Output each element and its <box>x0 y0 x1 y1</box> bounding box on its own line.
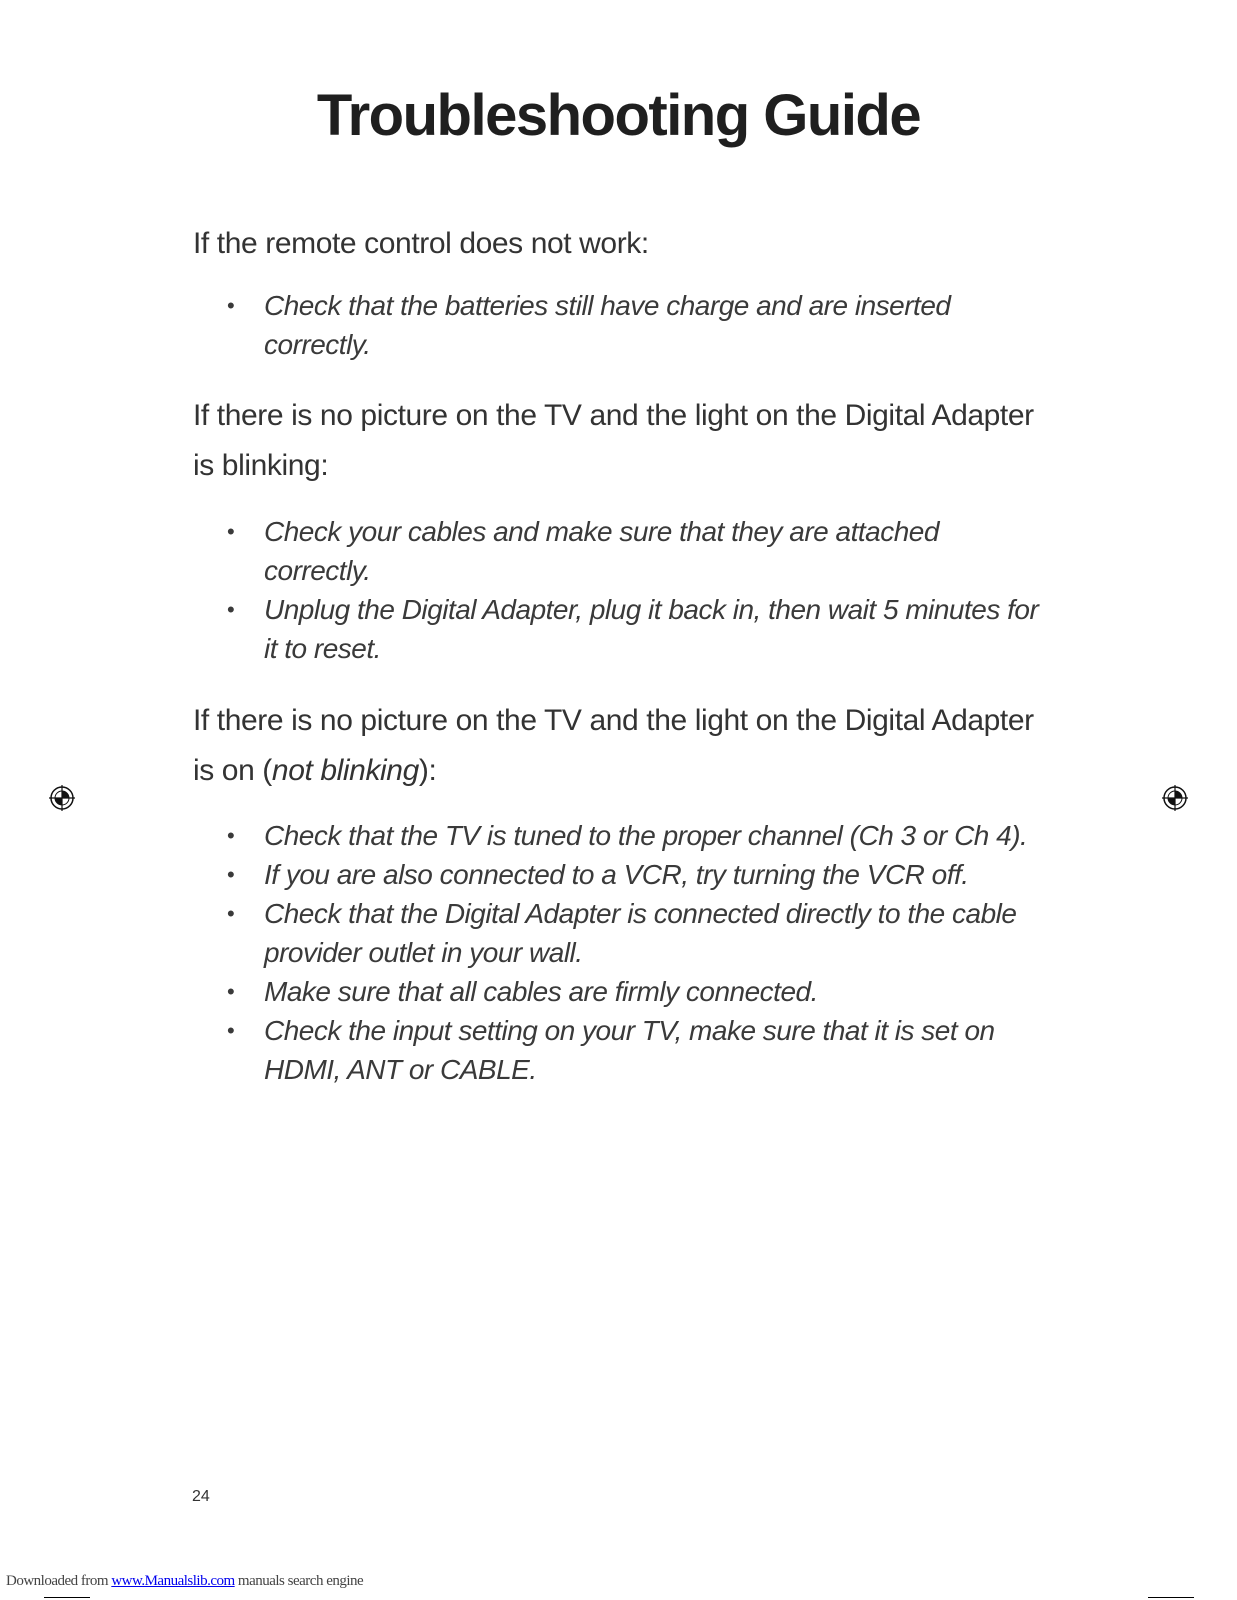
footer-suffix: manuals search engine <box>234 1573 364 1589</box>
list-item-text: Check that the TV is tuned to the proper channel (Ch 3 or Ch 4). <box>264 820 1028 851</box>
list-item <box>221 1011 1041 1089</box>
heading-text-before: If there is no picture on the TV and the light on the Digital Adapter is on ( <box>193 704 1034 787</box>
list-item <box>221 816 1041 855</box>
bullet-icon: • <box>227 597 235 622</box>
section-heading-not-blinking <box>193 696 1043 796</box>
section-heading-remote: If the remote control does not work: <box>193 227 649 260</box>
bullet-icon: • <box>227 519 235 544</box>
list-item <box>221 972 1041 1011</box>
list-item-text: Make sure that all cables are firmly connected. <box>264 976 818 1007</box>
list-item <box>221 590 1041 668</box>
page-title: Troubleshooting Guide <box>316 83 921 148</box>
list-item-text: Check that the Digital Adapter is connected directly to the cable provider outlet in your wall. <box>264 898 1017 968</box>
footer-prefix: Downloaded from <box>6 1573 112 1589</box>
list-item-text: Check your cables and make sure that they are attached correctly. <box>264 516 939 586</box>
bullet-icon: • <box>227 979 235 1004</box>
bullet-list-blinking <box>221 512 1041 668</box>
list-item <box>221 855 1041 894</box>
list-item <box>221 512 1041 590</box>
heading-text-after: ): <box>418 754 437 787</box>
bullet-icon: • <box>227 1018 235 1043</box>
bullet-list-not-blinking <box>221 816 1041 1089</box>
list-item-text: Check that the batteries still have charge and are inserted correctly. <box>264 290 951 360</box>
bullet-icon: • <box>227 862 235 887</box>
download-footer <box>6 1573 363 1590</box>
footer-rule-right <box>1148 1597 1194 1598</box>
bullet-icon: • <box>227 901 235 926</box>
page-number: 24 <box>192 1488 210 1505</box>
list-item-text: Check the input setting on your TV, make sure that it is set on HDMI, ANT or CABLE. <box>264 1015 995 1085</box>
list-item-text: If you are also connected to a VCR, try turning the VCR off. <box>264 859 969 890</box>
registration-mark-right-icon <box>1162 785 1188 811</box>
section-heading-blinking: If there is no picture on the TV and the light on the Digital Adapter is blinking: <box>193 399 1034 482</box>
bullet-icon: • <box>227 293 235 318</box>
bullet-icon: • <box>227 823 235 848</box>
list-item-text: Unplug the Digital Adapter, plug it back in, then wait 5 minutes for it to reset. <box>264 594 1039 664</box>
bullet-list-remote <box>221 286 1041 364</box>
footer-rule-left <box>44 1597 90 1598</box>
registration-mark-left-icon <box>49 785 75 811</box>
manualslib-link[interactable]: www.Manualslib.com <box>111 1573 235 1589</box>
heading-emphasis: not blinking <box>271 754 419 787</box>
list-item <box>221 894 1041 972</box>
list-item <box>221 286 1041 364</box>
